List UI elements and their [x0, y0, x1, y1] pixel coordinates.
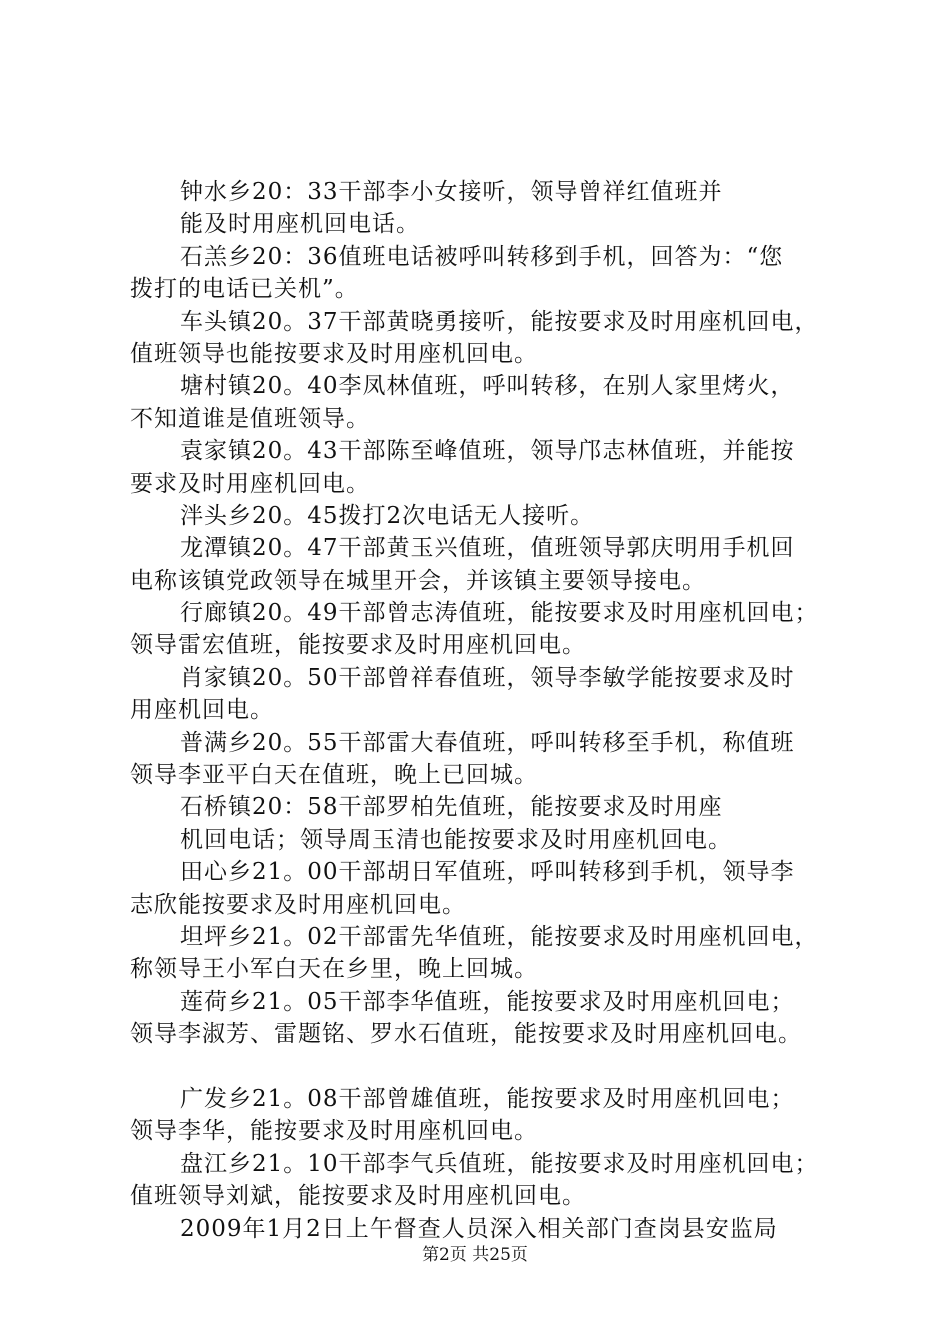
- paragraph: [130, 435, 850, 500]
- text-line: 拨打的电话已关机”。: [130, 276, 359, 303]
- text-line: 广发乡21。08干部曾雄值班，能按要求及时用座机回电；: [180, 1085, 795, 1112]
- text-line: 值班领导刘斌，能按要求及时用座机回电。: [130, 1183, 586, 1210]
- paragraph: [130, 921, 850, 986]
- text-line: 袁家镇20。43干部陈至峰值班，领导邝志林值班，并能按: [180, 438, 795, 465]
- text-line: 行廊镇20。49干部曾志涛值班，能按要求及时用座机回电；: [180, 600, 819, 627]
- text-line: 田心乡21。00干部胡日军值班，呼叫转移到手机，领导李: [180, 859, 795, 886]
- paragraph: [130, 856, 850, 921]
- text-line: 用座机回电。: [130, 697, 274, 724]
- text-line: 要求及时用座机回电。: [130, 470, 370, 497]
- text-line: 领导李亚平白天在值班，晚上已回城。: [130, 762, 538, 789]
- paragraph: [130, 824, 850, 856]
- text-line: 领导李华，能按要求及时用座机回电。: [130, 1118, 538, 1145]
- paragraph: [130, 500, 850, 532]
- text-line: 石羔乡20：36值班电话被呼叫转移到手机，回答为：“您: [180, 243, 784, 270]
- text-line: 能及时用座机回电话。: [180, 211, 420, 238]
- text-line: 肖家镇20。50干部曾祥春值班，领导李敏学能按要求及时: [180, 664, 795, 691]
- paragraph: [130, 532, 850, 597]
- text-line: 石桥镇20：58干部罗柏先值班，能按要求及时用座: [180, 794, 723, 821]
- paragraph: [130, 176, 850, 208]
- text-line: 不知道谁是值班领导。: [130, 405, 370, 432]
- text-line: 塘村镇20。40李凤林值班，呼叫转移，在别人家里烤火，: [180, 373, 795, 400]
- text-line: 值班领导也能按要求及时用座机回电。: [130, 340, 538, 367]
- paragraph: [130, 597, 850, 662]
- text-line: 龙潭镇20。47干部黄玉兴值班，值班领导郭庆明用手机回: [180, 535, 795, 562]
- text-line: 车头镇20。37干部黄晓勇接听，能按要求及时用座机回电，: [180, 308, 819, 335]
- paragraph: [130, 1148, 850, 1213]
- text-line: 莲荷乡21。05干部李华值班，能按要求及时用座机回电；: [180, 988, 795, 1015]
- text-line: 电称该镇党政领导在城里开会，并该镇主要领导接电。: [130, 567, 706, 594]
- paragraph: [130, 208, 850, 240]
- document-body: [130, 176, 850, 1245]
- paragraph: [130, 1083, 850, 1148]
- paragraph-gap: [130, 1051, 850, 1083]
- paragraph: [130, 306, 850, 371]
- paragraph: [130, 791, 850, 823]
- text-line: 2009年1月2日上午督查人员深入相关部门查岗县安监局: [180, 1215, 778, 1242]
- text-line: 钟水乡20：33干部李小女接听，领导曾祥红值班并: [180, 179, 723, 205]
- paragraph: [130, 727, 850, 792]
- text-line: 领导李淑芳、雷题铭、罗水石值班，能按要求及时用座机回电。: [130, 1021, 802, 1048]
- page-footer: 第2页 共25页: [422, 1245, 528, 1265]
- text-line: 领导雷宏值班，能按要求及时用座机回电。: [130, 632, 586, 659]
- paragraph: [130, 662, 850, 727]
- paragraph: [130, 986, 850, 1051]
- text-line: 普满乡20。55干部雷大春值班，呼叫转移至手机，称值班: [180, 729, 795, 756]
- text-line: 泮头乡20。45拨打2次电话无人接听。: [180, 502, 595, 529]
- paragraph: [130, 241, 850, 306]
- text-line: 机回电话；领导周玉清也能按要求及时用座机回电。: [180, 826, 732, 853]
- text-line: 坦坪乡21。02干部雷先华值班，能按要求及时用座机回电，: [180, 923, 819, 950]
- text-line: 称领导王小军白天在乡里，晚上回城。: [130, 956, 538, 983]
- paragraph: [130, 370, 850, 435]
- text-line: 志欣能按要求及时用座机回电。: [130, 891, 466, 918]
- paragraph: [130, 1213, 850, 1245]
- text-line: 盘江乡21。10干部李气兵值班，能按要求及时用座机回电；: [180, 1150, 819, 1177]
